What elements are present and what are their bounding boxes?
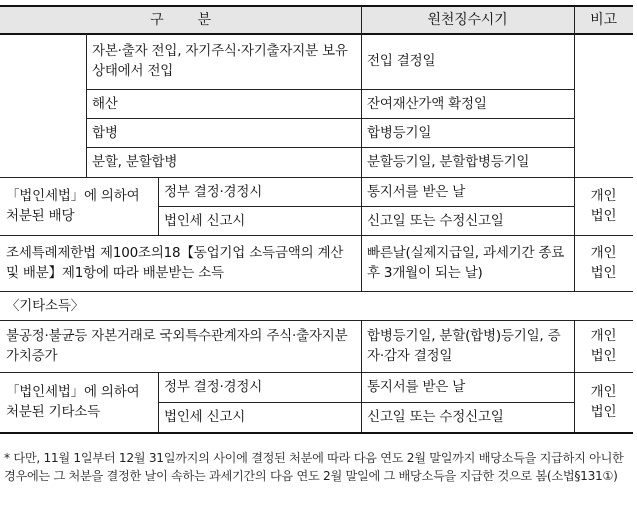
- row-deemed-other-group: 「법인세법」에 의하여 처분된 기타소득: [6, 384, 140, 420]
- header-category: 구 분: [0, 6, 361, 33]
- divider: [0, 177, 633, 178]
- row-dissolution-timing: 잔여재산가액 확정일: [367, 95, 487, 112]
- column-rule: [158, 177, 159, 235]
- column-rule: [574, 320, 575, 432]
- row-capital-transfer-timing: 전입 결정일: [367, 53, 436, 69]
- divider: [86, 118, 574, 119]
- row-deemed-other-gov-category: 정부 결정·경정시: [164, 379, 263, 395]
- column-rule: [574, 6, 575, 291]
- footnote: * 다만, 11월 1일부터 12월 31일까지의 사이에 결정된 처분에 따라 다음 연도 2월 말일까지 배당소득을 지급하지 아니한 경우에는 그 처분을 결정한 날이 속하는 과세기간의 다음 연도 2월 말일에 그 배당소득을 지급한 것으로 봄(소법§131①): [4, 451, 624, 483]
- header-bottom-rule: [0, 33, 633, 35]
- row-deemed-dividend-gov-category: 정부 결정·경정시: [164, 183, 263, 200]
- row-dissolution-category: 해산: [92, 95, 118, 112]
- column-rule: [361, 6, 362, 291]
- row-deemed-dividend-gov-timing: 통지서를 받은 날: [367, 183, 466, 200]
- divider: [158, 402, 574, 403]
- table-top-rule: [0, 5, 633, 7]
- row-split-category: 분할, 분할합병: [92, 154, 178, 170]
- header-timing: 원천징수시기: [361, 6, 574, 33]
- row-partnership-timing: 빠른날(실제지급일, 과세기간 종료 후 3개월이 되는 날): [367, 245, 565, 281]
- row-partnership-category: 조세특례제한법 제100조의18【동업기업 소득금액의 계산 및 배분】제1항에 따라 배분받는 소득: [6, 245, 344, 281]
- section-other-income: 〈기타소득〉: [6, 297, 84, 314]
- divider: [86, 147, 574, 148]
- row-partnership-remarks: 개인 법인: [590, 245, 617, 281]
- row-merger-category: 합병: [92, 124, 118, 141]
- divider: [0, 291, 633, 292]
- row-deemed-dividend-remarks: 개인 법인: [590, 188, 617, 224]
- row-split-timing: 분할등기일, 분할합병등기일: [367, 154, 530, 170]
- row-deemed-dividend-filing-timing: 신고일 또는 수정신고일: [367, 212, 504, 229]
- row-capital-transfer-category: 자본·출자 전입, 자기주식·자기출자지분 보유상태에서 전입: [92, 43, 348, 79]
- column-rule: [86, 33, 87, 177]
- row-merger-timing: 합병등기일: [367, 124, 432, 141]
- row-unfair-capital-timing: 합병등기일, 분할(합병)등기일, 증자·감자 결정일: [367, 328, 561, 364]
- row-deemed-other-filing-timing: 신고일 또는 수정신고일: [367, 409, 504, 425]
- table-bottom-rule: [0, 432, 633, 434]
- row-deemed-other-gov-timing: 통지서를 받은 날: [367, 379, 466, 395]
- row-unfair-capital-remarks: 개인 법인: [590, 328, 617, 364]
- divider: [86, 89, 574, 90]
- header-remarks: 비고: [574, 6, 633, 33]
- row-deemed-dividend-group: 「법인세법」에 의하여 처분된 배당: [6, 188, 140, 224]
- row-unfair-capital-category: 불공정·불균등 자본거래로 국외특수관계자의 주식·출자지분 가치증가: [6, 328, 348, 364]
- divider: [0, 372, 633, 373]
- row-deemed-other-remarks: 개인 법인: [590, 384, 617, 420]
- column-rule: [158, 372, 159, 432]
- divider: [0, 235, 633, 236]
- divider: [158, 206, 574, 207]
- row-deemed-dividend-filing-category: 법인세 신고시: [164, 212, 246, 229]
- column-rule: [361, 320, 362, 432]
- row-deemed-other-filing-category: 법인세 신고시: [164, 409, 246, 425]
- divider: [0, 320, 633, 321]
